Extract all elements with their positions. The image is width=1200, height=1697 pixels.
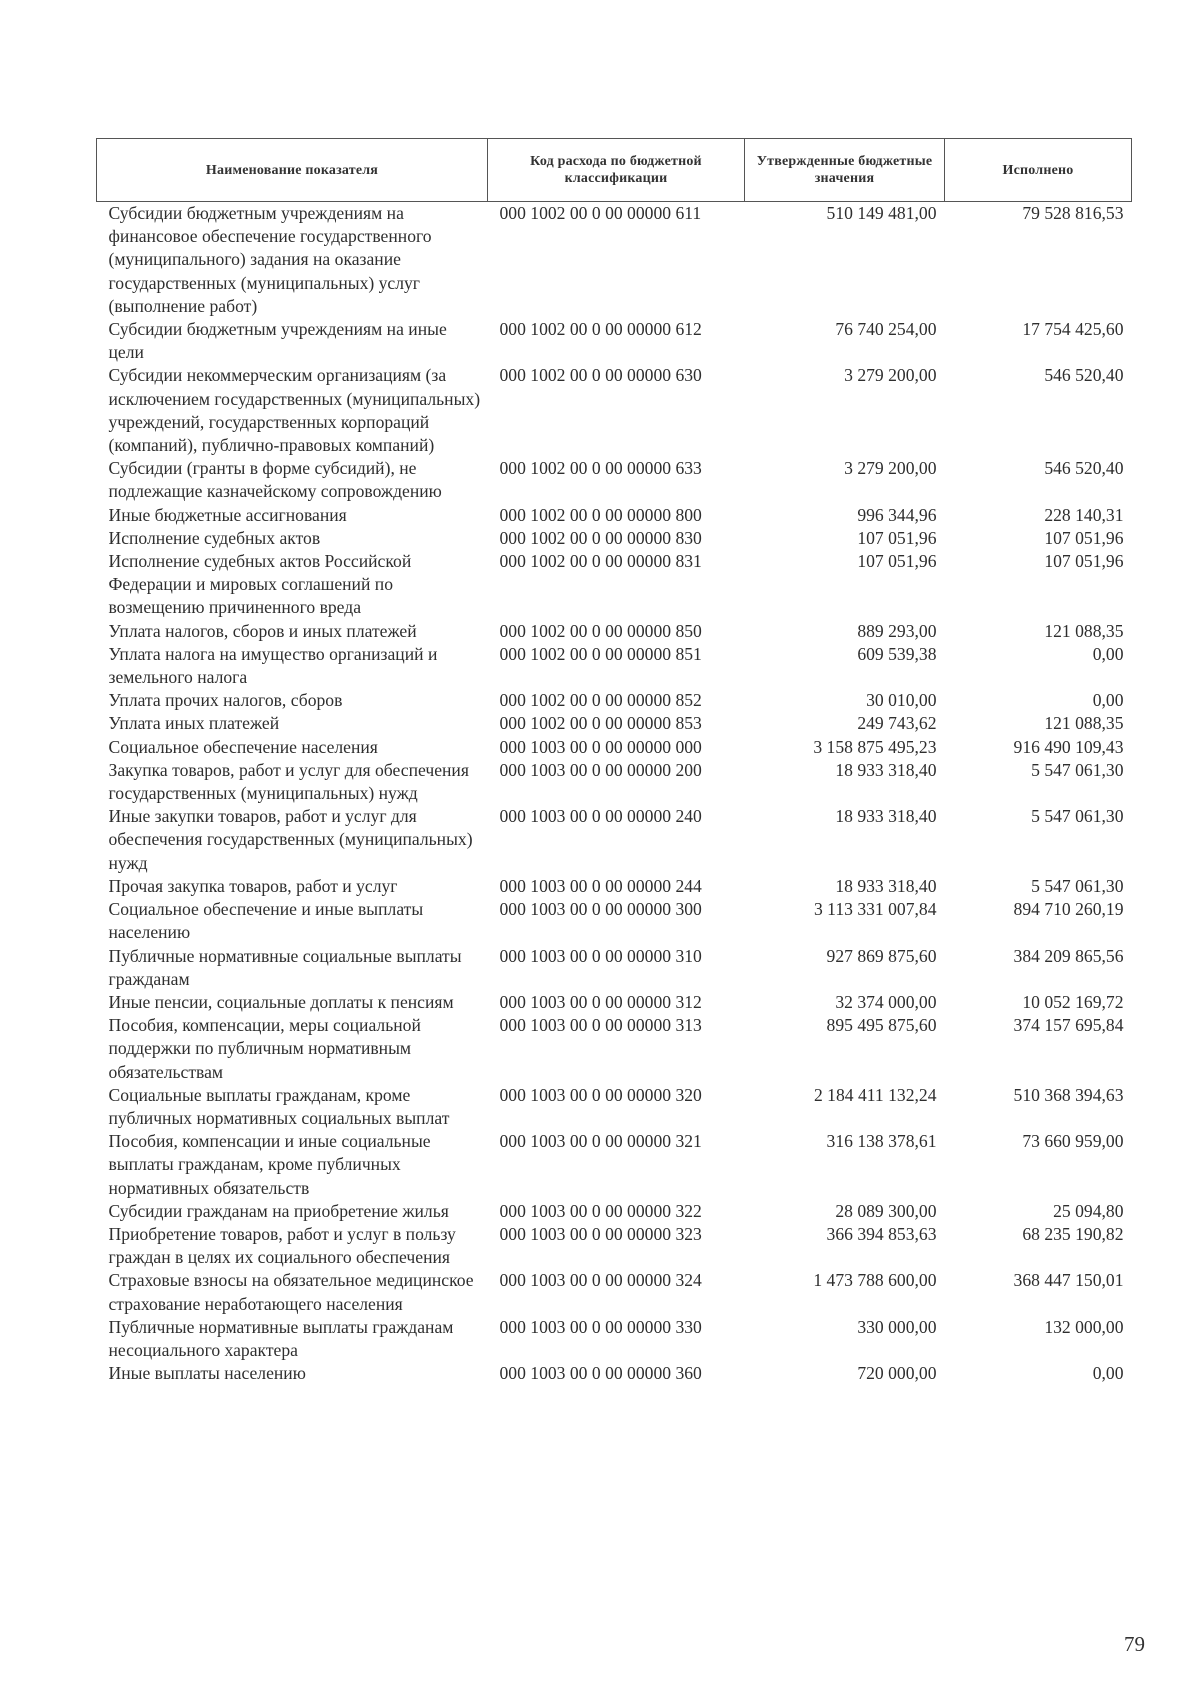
row-executed: 894 710 260,19 [1013, 899, 1124, 920]
table-row [97, 805, 1132, 875]
row-code: 000 1003 00 0 00 00000 240 [499, 806, 702, 827]
table-row [97, 527, 1132, 550]
row-approved: 107 051,96 [857, 527, 937, 548]
row-code: 000 1003 00 0 00 00000 313 [499, 1015, 702, 1036]
row-name: Публичные нормативные социальные выплаты гражданам [108, 945, 462, 989]
row-executed: 5 547 061,30 [1031, 806, 1124, 827]
report-sheet [96, 138, 1131, 1385]
row-name: Пособия, компенсации, меры социальной поддержки по публичным нормативным обязательствам [108, 1015, 421, 1082]
table-row [97, 945, 1132, 991]
row-approved: 366 394 853,63 [826, 1223, 937, 1244]
row-name: Иные бюджетные ассигнования [108, 504, 347, 525]
table-row [97, 202, 1132, 319]
table-row [97, 898, 1132, 944]
table-row [97, 1316, 1132, 1362]
row-executed: 0,00 [1092, 1363, 1124, 1384]
row-executed: 17 754 425,60 [1022, 319, 1124, 340]
budget-execution-table [96, 138, 1132, 1385]
row-code: 000 1002 00 0 00 00000 830 [499, 527, 702, 548]
row-name: Иные пенсии, социальные доплаты к пенсиям [108, 991, 454, 1012]
row-code: 000 1003 00 0 00 00000 330 [499, 1316, 702, 1337]
table-row [97, 736, 1132, 759]
table-row [97, 643, 1132, 689]
row-code: 000 1003 00 0 00 00000 000 [499, 736, 702, 757]
table-row [97, 550, 1132, 620]
table-row [97, 318, 1132, 364]
row-code: 000 1003 00 0 00 00000 312 [499, 991, 702, 1012]
row-executed: 73 660 959,00 [1022, 1131, 1124, 1152]
row-approved: 30 010,00 [866, 690, 937, 711]
row-executed: 0,00 [1092, 690, 1124, 711]
header-executed: Исполнено [945, 139, 1132, 202]
header-indicator-name: Наименование показателя [97, 139, 488, 202]
row-executed: 916 490 109,43 [1013, 736, 1124, 757]
table-row [97, 1269, 1132, 1315]
row-executed: 374 157 695,84 [1013, 1015, 1124, 1036]
row-code: 000 1002 00 0 00 00000 611 [499, 203, 702, 223]
row-code: 000 1003 00 0 00 00000 320 [499, 1084, 702, 1105]
row-name: Субсидии некоммерческим организациям (за исключением государственных (муниципальных) учреждений, государственных корпораций (компаний), публично-правовых компаний) [108, 365, 481, 456]
row-code: 000 1002 00 0 00 00000 850 [499, 620, 702, 641]
table-header [97, 139, 1132, 202]
row-code: 000 1003 00 0 00 00000 310 [499, 945, 702, 966]
row-name: Социальное обеспечение и иные выплаты населению [108, 899, 424, 943]
row-executed: 121 088,35 [1044, 713, 1124, 734]
header-approved-values: Утвержденные бюджетные значения [745, 139, 945, 202]
table-row [97, 620, 1132, 643]
row-code: 000 1002 00 0 00 00000 630 [499, 365, 702, 386]
table-row [97, 504, 1132, 527]
row-approved: 316 138 378,61 [826, 1131, 937, 1152]
row-executed: 384 209 865,56 [1013, 945, 1124, 966]
row-executed: 68 235 190,82 [1022, 1223, 1124, 1244]
row-approved: 927 869 875,60 [826, 945, 937, 966]
row-code: 000 1002 00 0 00 00000 612 [499, 319, 702, 340]
row-approved: 3 113 331 007,84 [813, 899, 937, 920]
row-code: 000 1002 00 0 00 00000 800 [499, 504, 702, 525]
row-name: Исполнение судебных актов Российской Федерации и мировых соглашений по возмещению причиненного вреда [108, 551, 412, 618]
row-name: Уплата иных платежей [108, 713, 280, 734]
row-executed: 10 052 169,72 [1022, 991, 1124, 1012]
row-name: Уплата налогов, сборов и иных платежей [108, 620, 417, 641]
row-code: 000 1003 00 0 00 00000 322 [499, 1200, 702, 1221]
row-approved: 3 158 875 495,23 [813, 736, 937, 757]
table-row [97, 1200, 1132, 1223]
row-name: Субсидии бюджетным учреждениям на финансовое обеспечение государственного (муниципального) задания на оказание государственных (муниципальных) услуг (выполнение работ) [108, 203, 432, 316]
row-name: Уплата прочих налогов, сборов [108, 690, 343, 711]
row-name: Закупка товаров, работ и услуг для обеспечения государственных (муниципальных) нужд [108, 759, 469, 804]
table-row [97, 712, 1132, 735]
row-approved: 18 933 318,40 [835, 759, 937, 780]
table-row [97, 1014, 1132, 1084]
row-name: Социальное обеспечение населения [108, 736, 378, 757]
row-executed: 510 368 394,63 [1013, 1084, 1124, 1105]
row-code: 000 1003 00 0 00 00000 324 [499, 1270, 702, 1291]
row-executed: 228 140,31 [1044, 504, 1124, 525]
row-name: Прочая закупка товаров, работ и услуг [108, 875, 398, 896]
page-number: 79 [1124, 1632, 1145, 1656]
row-executed: 5 547 061,30 [1031, 759, 1124, 780]
row-name: Субсидии гражданам на приобретение жилья [108, 1200, 449, 1221]
row-executed: 0,00 [1092, 643, 1124, 664]
row-executed: 5 547 061,30 [1031, 875, 1124, 896]
row-executed: 368 447 150,01 [1013, 1270, 1124, 1291]
table-row [97, 1362, 1132, 1385]
row-name: Приобретение товаров, работ и услуг в пользу граждан в целях их социального обеспечения [108, 1223, 456, 1268]
row-approved: 28 089 300,00 [835, 1200, 937, 1221]
row-executed: 546 520,40 [1044, 458, 1124, 479]
row-code: 000 1002 00 0 00 00000 831 [499, 551, 702, 572]
row-code: 000 1002 00 0 00 00000 633 [499, 458, 702, 479]
table-row [97, 1084, 1132, 1130]
row-executed: 546 520,40 [1044, 365, 1124, 386]
row-approved: 720 000,00 [857, 1363, 937, 1384]
table-row [97, 875, 1132, 898]
table-row [97, 1223, 1132, 1269]
row-name: Иные закупки товаров, работ и услуг для обеспечения государственных (муниципальных) нужд [108, 806, 473, 873]
row-executed: 121 088,35 [1044, 620, 1124, 641]
row-approved: 609 539,38 [857, 643, 937, 664]
row-name: Публичные нормативные выплаты гражданам несоциального характера [108, 1316, 454, 1360]
row-code: 000 1003 00 0 00 00000 323 [499, 1223, 702, 1244]
row-approved: 510 149 481,00 [826, 203, 937, 223]
row-approved: 32 374 000,00 [835, 991, 937, 1012]
row-approved: 1 473 788 600,00 [813, 1270, 937, 1291]
row-code: 000 1003 00 0 00 00000 200 [499, 759, 702, 780]
row-executed: 132 000,00 [1044, 1316, 1124, 1337]
table-body [97, 202, 1132, 1386]
row-approved: 76 740 254,00 [835, 319, 937, 340]
table-row [97, 759, 1132, 805]
table-row [97, 364, 1132, 457]
row-name: Пособия, компенсации и иные социальные выплаты гражданам, кроме публичных нормативных обязательств [108, 1131, 431, 1198]
header-budget-code: Код расхода по бюджетной классификации [488, 139, 745, 202]
row-code: 000 1002 00 0 00 00000 851 [499, 643, 702, 664]
row-approved: 107 051,96 [857, 551, 937, 572]
row-approved: 3 279 200,00 [844, 365, 937, 386]
row-executed: 107 051,96 [1044, 551, 1124, 572]
row-executed: 79 528 816,53 [1022, 203, 1124, 223]
row-name: Субсидии бюджетным учреждениям на иные цели [108, 319, 447, 363]
table-row [97, 689, 1132, 712]
table-row [97, 991, 1132, 1014]
row-approved: 2 184 411 132,24 [813, 1084, 937, 1105]
row-name: Страховые взносы на обязательное медицинское страхование неработающего населения [108, 1270, 474, 1314]
row-approved: 3 279 200,00 [844, 458, 937, 479]
row-name: Исполнение судебных актов [108, 527, 321, 548]
row-code: 000 1003 00 0 00 00000 360 [499, 1363, 702, 1384]
row-code: 000 1003 00 0 00 00000 300 [499, 899, 702, 920]
row-executed: 25 094,80 [1053, 1200, 1124, 1221]
row-name: Уплата налога на имущество организаций и земельного налога [108, 643, 438, 688]
row-approved: 249 743,62 [857, 713, 937, 734]
row-name: Субсидии (гранты в форме субсидий), не подлежащие казначейскому сопровождению [108, 458, 442, 502]
row-code: 000 1002 00 0 00 00000 852 [499, 690, 702, 711]
row-approved: 895 495 875,60 [826, 1015, 937, 1036]
row-approved: 330 000,00 [857, 1316, 937, 1337]
row-approved: 18 933 318,40 [835, 875, 937, 896]
row-name: Иные выплаты населению [108, 1363, 306, 1384]
row-name: Социальные выплаты гражданам, кроме публичных нормативных социальных выплат [108, 1084, 450, 1128]
row-approved: 889 293,00 [857, 620, 937, 641]
row-code: 000 1002 00 0 00 00000 853 [499, 713, 702, 734]
row-executed: 107 051,96 [1044, 527, 1124, 548]
row-approved: 18 933 318,40 [835, 806, 937, 827]
row-code: 000 1003 00 0 00 00000 321 [499, 1131, 702, 1152]
table-row [97, 1130, 1132, 1200]
row-code: 000 1003 00 0 00 00000 244 [499, 875, 702, 896]
row-approved: 996 344,96 [857, 504, 937, 525]
table-row [97, 457, 1132, 503]
